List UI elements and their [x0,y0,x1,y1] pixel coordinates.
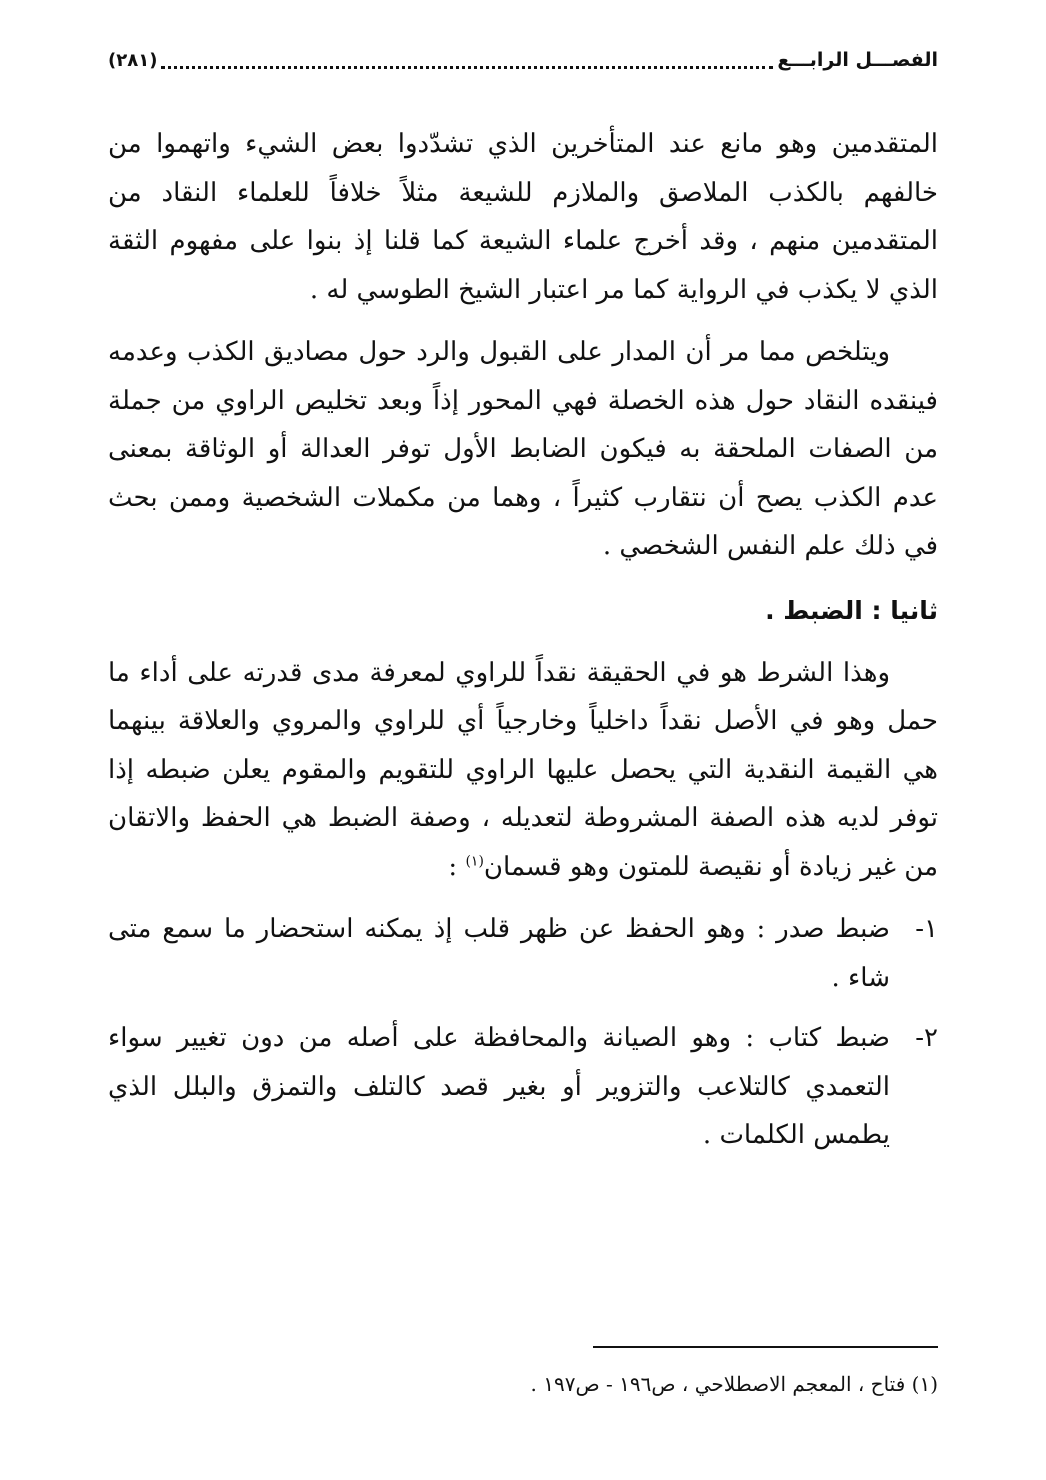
header-dot-leader [161,52,773,69]
paragraph-3-text: وهذا الشرط هو في الحقيقة نقداً للراوي لمعرفة مدى قدرته على أداء ما حمل وهو في الأصل نقداً داخلياً وخارجياً أي للراوي والمروي والعلاقة بينهما هي القيمة النقدية التي يحصل عليها الراوي للتقويم والمقوم يعلن ضبطه إذا توفر لديه هذه الصفة المشروطة لتعديله ، وصفة الضبط هي الحفظ والاتقان من غير زيادة أو نقيصة للمتون وهو قسمان [108,657,938,882]
numbered-list [108,905,938,1160]
list-item-number: ١- [915,914,938,944]
header-page-number: (٢٨١) [108,49,158,71]
footnote: (١) فتاح ، المعجم الاصطلاحي ، ص١٩٦ - ص١٩٧ . [530,1372,938,1396]
paragraph-3-end: : [448,851,466,882]
paragraph-2: ويتلخص مما مر أن المدار على القبول والرد حول مصاديق الكذب وعدمه فينقده النقاد حول هذه الخصلة فهي المحور إذاً وبعد تخليص الراوي من جملة من الصفات الملحقة به فيكون الضابط الأول توفر العدالة أو الوثاقة بمعنى عدم الكذب يصح أن نتقارب كثيراً ، وهما من مكملات الشخصية وممن بحث في ذلك علم النفس الشخصي . [108,337,938,561]
footnote-reference: (١) [465,852,484,869]
document-page [108,30,938,1450]
list-item-number: ٢- [915,1023,938,1053]
paragraph-1: المتقدمين وهو مانع عند المتأخرين الذي تشدّدوا بعض الشيء واتهموا من خالفهم بالكذب الملاصق والملازم للشيعة مثلاً خلافاً للعلماء النقاد من المتقدمين منهم ، وقد أخرج علماء الشيعة كما قلنا إذ بنوا على مفهوم الثقة الذي لا يكذب في الرواية كما مر اعتبار الشيخ الطوسي له . [108,129,938,305]
footnote-separator [593,1346,938,1348]
header-chapter-title: الفصـــل الرابـــع [777,49,938,71]
body-text [108,120,938,1186]
running-header [108,42,938,78]
list-item-text: ضبط كتاب : وهو الصيانة والمحافظة على أصله من دون تغيير سواء التعمدي كالتلاعب والتزوير أو بغير قصد كالتلف والتمزق والبلل الذي يطمس الكلمات . [108,1023,890,1150]
section-heading: ثانيا : الضبط . [765,595,938,625]
paragraph-3 [108,649,938,892]
list-item [108,905,938,1002]
list-item-text: ضبط صدر : وهو الحفظ عن ظهر قلب إذ يمكنه استحضار ما سمع متى شاء . [108,914,890,993]
list-item [108,1014,938,1160]
